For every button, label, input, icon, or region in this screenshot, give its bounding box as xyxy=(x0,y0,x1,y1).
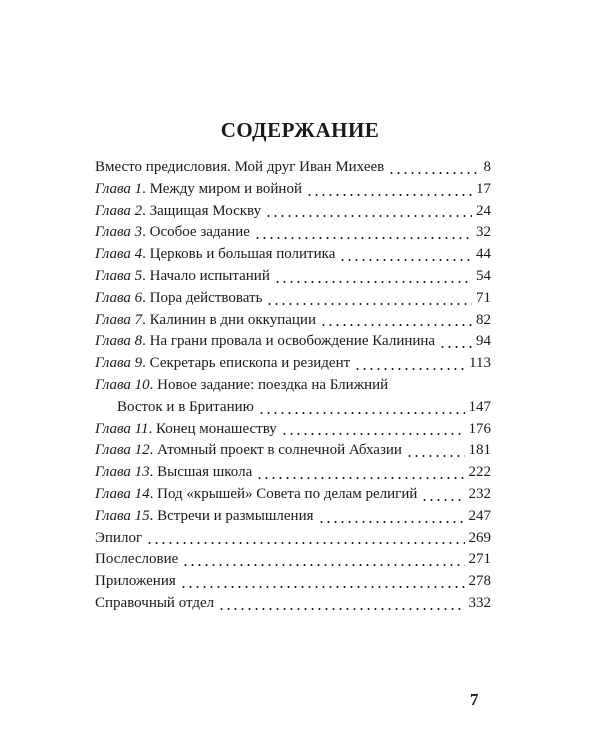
toc-entry-text: . Высшая школа xyxy=(149,464,253,481)
toc-page-number: 269 xyxy=(468,529,491,546)
chapter-prefix: Глава 8 xyxy=(95,333,143,350)
toc-page-number: 247 xyxy=(468,507,491,524)
toc-entry-text: Приложения xyxy=(95,573,176,590)
chapter-prefix: Глава 5 xyxy=(95,267,143,284)
toc-page-number: 54 xyxy=(476,267,491,284)
toc-entry-title xyxy=(95,222,250,244)
toc-entry-text: . Новое задание: поездка на Ближний xyxy=(149,376,389,393)
toc-page-number: 44 xyxy=(476,246,491,263)
dot-leader xyxy=(439,345,472,349)
chapter-prefix: Глава 9 xyxy=(95,355,143,372)
chapter-prefix: Глава 11 xyxy=(95,420,149,437)
toc-entry-title xyxy=(95,462,252,484)
toc-entry-text: . Конец монашеству xyxy=(148,420,277,437)
toc-entry-text: . Между миром и войной xyxy=(142,180,302,197)
toc-entry-title xyxy=(95,506,314,528)
toc-entry-title xyxy=(95,353,350,375)
toc-page-number: 17 xyxy=(476,180,491,197)
toc-entry xyxy=(95,179,491,201)
toc-entry-text: . Церковь и большая политика xyxy=(142,246,336,263)
dot-leader xyxy=(180,585,465,589)
toc-entry-text: . Особое задание xyxy=(142,224,250,241)
toc-entry xyxy=(95,310,491,332)
toc-entry-text: Эпилог xyxy=(95,529,143,546)
toc-entry xyxy=(95,353,491,375)
toc-entry-title xyxy=(95,331,435,353)
toc-entry xyxy=(95,201,491,223)
toc-entry-text: . На грани провала и освобождение Калинина xyxy=(142,333,436,350)
toc-entry-text: . Пора действовать xyxy=(142,289,263,306)
toc-entry xyxy=(95,506,491,528)
toc-entry xyxy=(95,549,491,571)
toc-page-number: 271 xyxy=(468,551,491,568)
chapter-prefix: Глава 1 xyxy=(95,180,143,197)
toc-entry-title xyxy=(95,288,262,310)
chapter-prefix: Глава 7 xyxy=(95,311,143,328)
toc-entry xyxy=(95,571,491,593)
page-title: СОДЕРЖАНИЕ xyxy=(220,118,380,142)
toc-entry-title xyxy=(95,266,270,288)
toc-entry-title xyxy=(95,593,214,615)
toc-page-number: 32 xyxy=(476,224,491,241)
toc-page-number: 8 xyxy=(483,159,491,175)
toc-entry-title xyxy=(95,419,277,441)
toc-entry-title-line2 xyxy=(95,397,491,419)
toc-entry-text: . Калинин в дни оккупации xyxy=(142,311,316,328)
chapter-prefix: Глава 14 xyxy=(95,485,150,502)
dot-leader xyxy=(258,411,465,415)
dot-leader xyxy=(256,476,464,480)
toc-entry-title xyxy=(95,484,417,506)
toc-entry xyxy=(95,440,491,462)
toc-entry xyxy=(95,222,491,244)
toc-entry xyxy=(95,244,491,266)
chapter-prefix: Глава 15 xyxy=(95,507,150,524)
page-number: 7 xyxy=(470,690,479,709)
dot-leader xyxy=(421,498,464,502)
dot-leader xyxy=(254,236,472,240)
toc-entry xyxy=(95,484,491,506)
toc-entry xyxy=(95,419,491,441)
toc-entry-title xyxy=(95,157,384,179)
chapter-prefix: Глава 3 xyxy=(95,224,143,241)
dot-leader xyxy=(388,171,479,175)
dot-leader xyxy=(274,280,472,284)
chapter-prefix: Глава 2 xyxy=(95,202,143,219)
toc-page-number: 113 xyxy=(469,355,491,372)
toc-entry-text: . Под «крышей» Совета по делам религий xyxy=(149,485,418,502)
toc-entry-title xyxy=(95,549,178,571)
toc-entry-title xyxy=(95,310,316,332)
toc-page-number: 181 xyxy=(468,442,491,459)
toc-page-number: 278 xyxy=(468,573,491,590)
toc-page-number: 82 xyxy=(476,311,491,328)
toc-page-number: 71 xyxy=(476,289,491,306)
toc-entry-text: Справочный отдел xyxy=(95,594,215,611)
toc-page-number: 332 xyxy=(468,594,491,611)
dot-leader xyxy=(218,607,464,611)
dot-leader xyxy=(318,520,465,524)
chapter-prefix: Глава 12 xyxy=(95,442,150,459)
dot-leader xyxy=(266,302,472,306)
chapter-prefix: Глава 10 xyxy=(95,376,150,393)
dot-leader xyxy=(281,432,465,436)
toc-page-number: 147 xyxy=(468,398,491,415)
dot-leader xyxy=(182,563,464,567)
chapter-prefix: Глава 13 xyxy=(95,464,150,481)
toc-entry xyxy=(95,266,491,288)
toc-entry xyxy=(95,331,491,353)
toc-entry-title xyxy=(95,201,261,223)
dot-leader xyxy=(406,454,465,458)
toc-entry-title xyxy=(95,244,335,266)
chapter-prefix: Глава 6 xyxy=(95,289,143,306)
toc-page-number: 176 xyxy=(468,420,491,437)
toc-page-number: 232 xyxy=(468,485,491,502)
dot-leader xyxy=(354,367,465,371)
toc-entry-title xyxy=(95,528,142,550)
toc-entry-text: Вместо предисловия. Мой друг Иван Михеев xyxy=(95,159,385,175)
toc-entry-text: . Встречи и размышления xyxy=(149,507,314,524)
toc-page-number: 222 xyxy=(468,464,491,481)
dot-leader xyxy=(339,258,472,262)
toc-entry-text: . Атомный проект в солнечной Абхазии xyxy=(149,442,402,459)
toc-page-number: 24 xyxy=(476,202,491,219)
toc-entry-title xyxy=(95,571,176,593)
dot-leader xyxy=(306,193,472,197)
toc-entry xyxy=(95,288,491,310)
dot-leader xyxy=(320,323,472,327)
toc-entry xyxy=(95,375,491,419)
toc-entry-text: Послесловие xyxy=(95,551,179,568)
toc-entry xyxy=(95,528,491,550)
toc-entry xyxy=(95,593,491,615)
dot-leader xyxy=(265,214,472,218)
toc-entry xyxy=(95,157,491,179)
toc-entry-text-continued: Восток и в Британию xyxy=(117,398,254,415)
toc-entry-title xyxy=(95,440,402,462)
toc-entry-title-line1 xyxy=(95,375,491,397)
toc-entry-text: . Начало испытаний xyxy=(142,267,270,284)
toc-entry xyxy=(95,462,491,484)
table-of-contents xyxy=(95,157,491,615)
toc-entry-text: . Защищая Москву xyxy=(142,202,262,219)
dot-leader xyxy=(146,541,464,545)
toc-entry-title xyxy=(95,179,302,201)
chapter-prefix: Глава 4 xyxy=(95,246,143,263)
toc-page-number: 94 xyxy=(476,333,491,350)
toc-entry-text: . Секретарь епископа и резидент xyxy=(142,355,351,372)
